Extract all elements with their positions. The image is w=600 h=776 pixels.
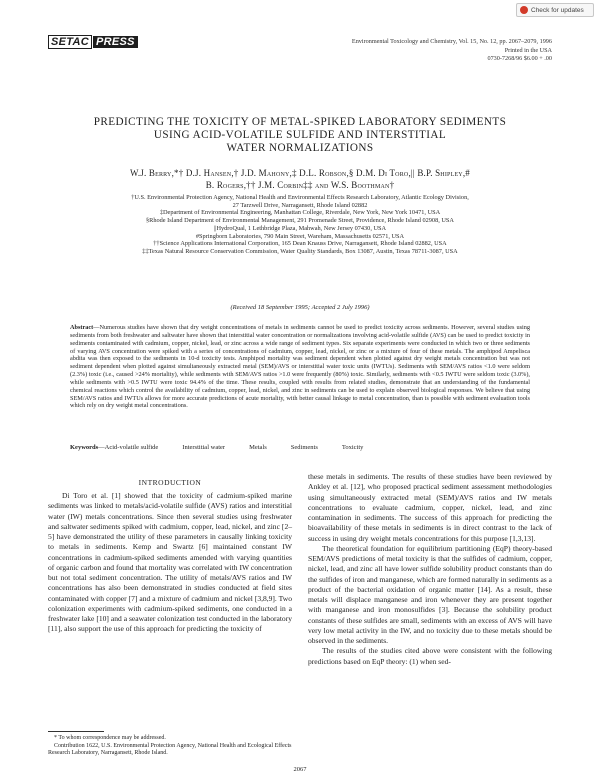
keyword: Metals	[249, 444, 267, 451]
author-line: W.J. Berry,*† D.J. Hansen,† J.D. Mahony,‡ D.L. Robson,§ D.M. Di Toro,|| B.P. Shipley,#	[129, 168, 470, 178]
received-dates: (Received 18 September 1995; Accepted 2 July 1996)	[230, 304, 370, 311]
keywords-label: Keywords	[70, 444, 99, 451]
keyword: Interstitial water	[182, 444, 226, 451]
keywords	[70, 444, 530, 451]
affiliation: 27 Tarzwell Drive, Narragansett, Rhode Island 02882	[232, 201, 368, 209]
left-column-text: Di Toro et al. [1] showed that the toxicity of cadmium-spiked marine sediments was linked to metals/acid-volatile sulfide (AVS) ratios and interstitial water (IW) metals concentrations. Since then several studies using freshwater and saltwater sediments spiked with cadmium, copper, lead, nickel, and zinc [2–5] have demonstrated the utility of these parameters in causally linking toxicity to metals in sediments. Kemp and Swartz [6] maintained constant IW concentrations in cadmium-spiked sediments amended with varying quantities of organic carbon and found that mortality was correlated with IW concentration but not total sediment concentration. The utility of metals/AVS ratios and IW concentrations has also been demonstrated in studies conducted at field sites contaminated with copper [7] and a mixture of cadmium and nickel [3,8,9]. Two colonization experiments with cadmium-spiked sediments, one conducted in a freshwater lake [10] and a seawater colonization test conducted in the laboratory [11], also support the use of this approach for predicting the toxicity of	[48, 491, 292, 634]
affiliation: ||HydroQual, 1 Lethbridge Plaza, Mahwah, New Jersey 07430, USA	[213, 224, 387, 232]
affiliation: #Springborn Laboratories, 790 Main Street, Wareham, Massachusetts 02571, USA	[195, 232, 405, 240]
affiliations	[55, 194, 545, 256]
check-for-updates-label: Check for updates	[531, 6, 584, 14]
paragraph: The results of the studies cited above were consistent with the following predictions based on EqP theory: (1) when sed-	[308, 646, 552, 666]
author-list	[60, 168, 540, 191]
abstract-text: —Numerous studies have shown that dry weight concentrations of metals in sediments cannot be used to predict toxicity across sediments. However, several studies using sediments from both freshwater and saltwater have shown that interstitial water concentration or normalizations involving acid-volatile sulfide (AVS) can be used to predict toxicity in sediments contaminated with cadmium, copper, nickel, lead, or zinc across a wide range of sediment types. Six separate experiments were conducted in which two or three sediments of varying AVS concentration were spiked with a series of concentrations of cadmium, copper, lead, nickel, or zinc or a mixture of four of these metals. The amphipod Ampelisca abdita was then exposed to the sediments in 10-d toxicity tests. Amphipod mortality was sediment dependent when plotted against dry weight metals concentration but was not sediment dependent when plotted against simultaneously extracted metal (SEM)/AVS or interstitial water toxic units (IWTUs). Sediments with SEM/AVS ratios <1.0 were seldom (2.3%) toxic (i.e., caused >24% mortality), while sediments with SEM/AVS ratios >1.0 were frequently (80%) toxic. Similarly, sediments with <0.5 IWTU were seldom toxic (3.0%), while sediments with >0.5 IWTU were toxic 94.4% of the time. These results, coupled with results from related studies, demonstrate that an understanding of the fundamental chemical reactions which control the availability of cadmium, copper, lead, nickel, and zinc in sediments can be used to explain observed biological responses. We believe that using SEM/AVS ratios and IWTUs allows for more accurate predictions of acute mortality, with better causal linkage to metal concentration, than is possible with sediment evaluation tools which rely on dry weight metal concentrations.	[70, 324, 530, 410]
title-line: USING ACID-VOLATILE SULFIDE AND INTERSTITIAL	[153, 129, 447, 141]
logo-setac: SETAC	[48, 35, 92, 49]
journal-citation: Environmental Toxicology and Chemistry, Vol. 15, No. 12, pp. 2067–2079, 1996	[351, 38, 552, 45]
paragraph: The theoretical foundation for equilibrium partitioning (EqP) theory-based SEM/AVS predictions of metal toxicity is that the sulfides of cadmium, copper, nickel, lead, and zinc all have lower sulfide solubility product constants than do the sulfides of iron and manganese, which are formed naturally in sediments as a product of the bacterial oxidation of organic matter [14]. As a result, these metals will displace manganese and iron whenever they are present together with manganese and iron monosulfides [3]. Because the solubility product constants of these sulfides are small, sediments with an excess of AVS will have very low metal activity in the IW, and no toxicity due to these metals should be observed in the sediments.	[308, 543, 552, 645]
title-line: WATER NORMALIZATIONS	[226, 142, 374, 154]
logo-press: PRESS	[93, 36, 138, 48]
page-number: 2067	[293, 766, 307, 773]
journal-printed: Printed in the USA	[504, 46, 552, 54]
check-for-updates-badge[interactable]	[516, 3, 594, 17]
affiliation: ††Science Applications International Corporation, 165 Dean Knauss Drive, Narragansett, Rhode Island 02882, USA	[153, 240, 447, 248]
publisher-logo	[48, 36, 138, 48]
journal-info	[352, 38, 552, 64]
footnote-contribution: Contribution 1622, U.S. Environmental Protection Agency, National Health and Ecological Effects Research Laboratory, Narragansett, Rhode Island.	[48, 742, 292, 757]
keyword: —Acid-volatile sulfide	[98, 444, 159, 451]
section-heading-introduction: INTRODUCTION	[138, 478, 202, 487]
keyword: Toxicity	[341, 444, 364, 451]
paper-title	[60, 116, 540, 155]
affiliation: ‡‡Texas Natural Resource Conservation Commission, Water Quality Standards, Box 13087, Austin, Texas 78711-3087, USA	[142, 247, 458, 255]
journal-issn: 0730-7268/96 $6.00 + .00	[487, 55, 552, 62]
footnote-correspondence: * To whom correspondence may be addressed.	[54, 735, 166, 741]
affiliation: †U.S. Environmental Protection Agency, National Health and Environmental Effects Research Laboratory, Atlantic Ecology Division,	[131, 194, 469, 201]
abstract-heading: Abstract	[70, 324, 94, 331]
footnote-divider	[48, 731, 104, 732]
affiliation: §Rhode Island Department of Environmental Management, 291 Promenade Street, Providence, Rhode Island 02908, USA	[146, 217, 454, 225]
update-icon	[520, 6, 528, 14]
author-line: B. Rogers,†† J.M. Corbin‡‡ and W.S. Boothman†	[205, 179, 395, 190]
paragraph: these metals in sediments. The results of these studies have been reviewed by Ankley et al. [12], who proposed practical sediment assessment methodologies using simultaneously extracted metal (SEM)/AVS ratios and IW metals concentrations to evaluate cadmium, copper, nickel, lead, and zinc contamination in sediments. The success of this approach for predicting the bioavailability of these metals in sediments is in direct contrast to the lack of success in using dry weight metals concentrations for this purpose [1,3,13].	[308, 472, 552, 543]
footnotes	[48, 735, 292, 758]
right-column-text	[308, 472, 552, 667]
keyword: Sediments	[290, 444, 318, 451]
affiliation: ‡Department of Environmental Engineering, Manhattan College, Riverdale, New York, New York 10471, USA	[159, 209, 441, 217]
title-line: PREDICTING THE TOXICITY OF METAL-SPIKED LABORATORY SEDIMENTS	[93, 116, 507, 128]
abstract	[70, 324, 530, 410]
